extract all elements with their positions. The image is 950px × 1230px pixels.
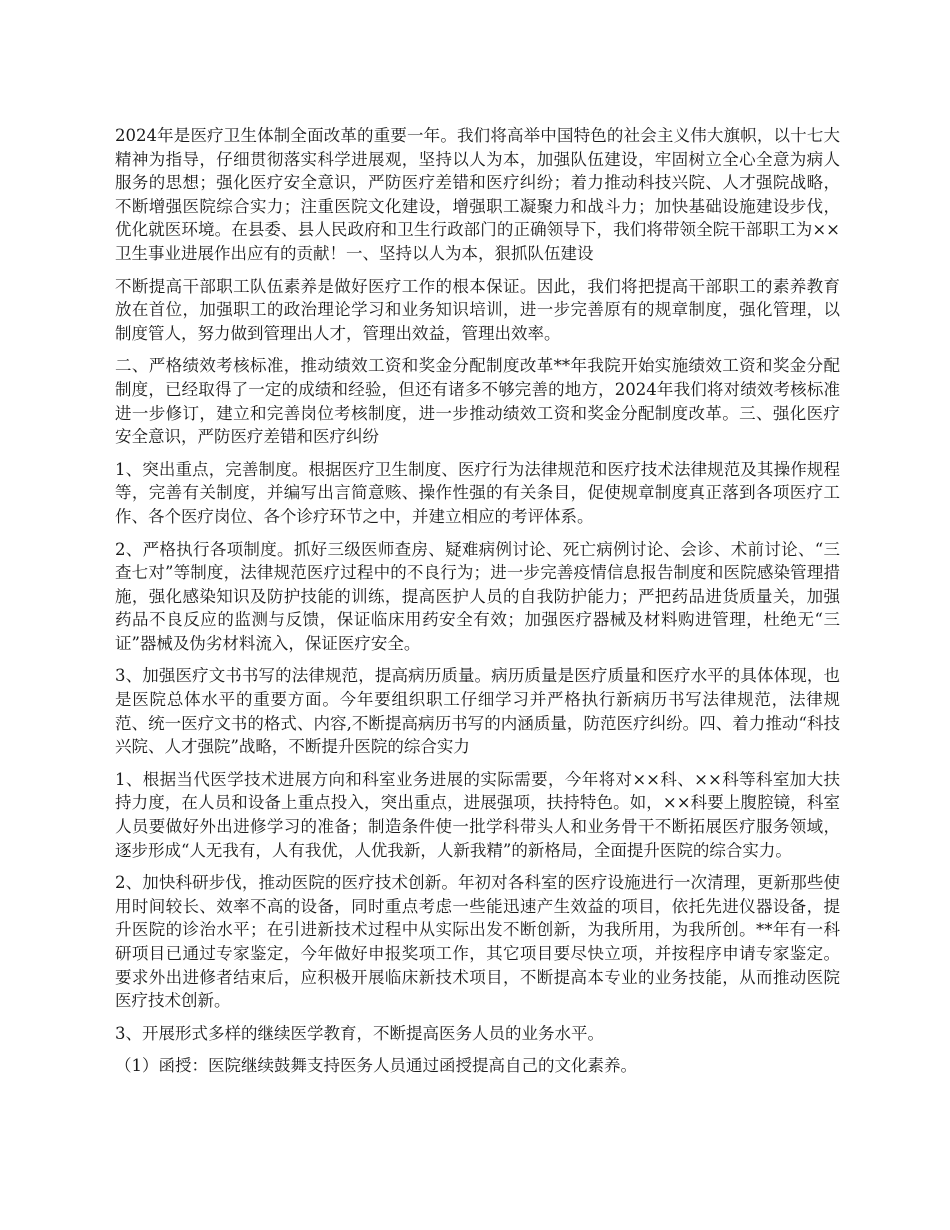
- paragraph-strategy-item-3: 3、开展形式多样的继续医学教育，不断提高医务人员的业务水平。: [115, 1023, 604, 1043]
- paragraph-strategy-item-1: 1、根据当代医学技术进展方向和科室业务进展的实际需要，今年将对××科、××科等科室加大扶持力度，在人员和设备上重点投入，突出重点，进展强项，扶持特色。如，××科要上腹腔镜，科室人员要做好外出进修学习的准备；制造条件使一批学科带头人和业务骨干不断拓展医疗服务领域，逐步形成“人无我有，人有我优，人优我新，人新我精”的新格局，全面提升医院的综合实力。: [115, 769, 840, 860]
- paragraph-staff-quality: 不断提高干部职工队伍素养是做好医疗工作的根本保证。因此，我们将把提高干部职工的素养教育放在首位，加强职工的政治理论学习和业务知识培训，进一步完善原有的规章制度，强化管理，以制度管人，努力做到管理出人才，管理出效益，管理出效率。: [115, 276, 840, 343]
- paragraph-performance-reform: 二、严格绩效考核标准，推动绩效工资和奖金分配制度改革**年我院开始实施绩效工资和奖金分配制度，已经取得了一定的成绩和经验，但还有诸多不够完善的地方，2024年我们将对绩效考核标准进一步修订，建立和完善岗位考核制度，进一步推动绩效工资和奖金分配制度改革。三、强化医疗安全意识，严防医疗差错和医疗纠纷: [115, 356, 840, 447]
- paragraph-intro: 2024年是医疗卫生体制全面改革的重要一年。我们将高举中国特色的社会主义伟大旗帜，以十七大精神为指导，仔细贯彻落实科学进展观，坚持以人为本，加强队伍建设，牢固树立全心全意为病人服务的思想；强化医疗安全意识，严防医疗差错和医疗纠纷；着力推动科技兴院、人才强院战略，不断增强医院综合实力；注重医院文化建设，增强职工凝聚力和战斗力；加快基础设施建设步伐，优化就医环境。在县委、县人民政府和卫生行政部门的正确领导下，我们将带领全院干部职工为××卫生事业进展作出应有的贡献！一、坚持以人为本，狠抓队伍建设: [115, 126, 840, 263]
- paragraph-safety-item-3: 3、加强医疗文书书写的法律规范，提高病历质量。病历质量是医疗质量和医疗水平的具体体现，也是医院总体水平的重要方面。今年要组织职工仔细学习并严格执行新病历书写法律规范，法律规范、统一医疗文书的格式、内容,不断提高病历书写的内涵质量，防范医疗纠纷。四、着力推动“科技兴院、人才强院”战略，不断提升医院的综合实力: [115, 666, 840, 757]
- paragraph-correspondence: （1）函授：医院继续鼓舞支持医务人员通过函授提高自己的文化素养。: [115, 1056, 637, 1076]
- document-body: [115, 124, 840, 1087]
- paragraph-safety-item-2: 2、严格执行各项制度。抓好三级医师查房、疑难病例讨论、死亡病例讨论、会诊、术前讨论、“三查七对”等制度，法律规范医疗过程中的不良行为；进一步完善疫情信息报告制度和医院感染管理措施，强化感染知识及防护技能的训练，提高医护人员的自我防护能力；严把药品进货质量关，加强药品不良反应的监测与反馈，保证临床用药安全有效；加强医疗器械及材料购进管理，杜绝无“三证”器械及伪劣材料流入，保证医疗安全。: [115, 539, 840, 653]
- paragraph-strategy-item-2: 2、加快科研步伐，推动医院的医疗技术创新。年初对各科室的医疗设施进行一次清理，更新那些使用时间较长、效率不高的设备，同时重点考虑一些能迅速产生效益的项目，依托先进仪器设备，提升医院的诊治水平；在引进新技术过程中从实际出发不断创新，为我所用，为我所创。**年有一科研项目已通过专家鉴定，今年做好申报奖项工作，其它项目要尽快立项，并按程序申请专家鉴定。要求外出进修者结束后，应积极开展临床新技术项目，不断提高本专业的业务技能，从而推动医院医疗技术创新。: [115, 873, 840, 1011]
- paragraph-safety-item-1: 1、突出重点，完善制度。根据医疗卫生制度、医疗行为法律规范和医疗技术法律规范及其操作规程等，完善有关制度，并编写出言简意赅、操作性强的有关条目，促使规章制度真正落到各项医疗工作、各个医疗岗位、各个诊疗环节之中，并建立相应的考评体系。: [115, 459, 840, 526]
